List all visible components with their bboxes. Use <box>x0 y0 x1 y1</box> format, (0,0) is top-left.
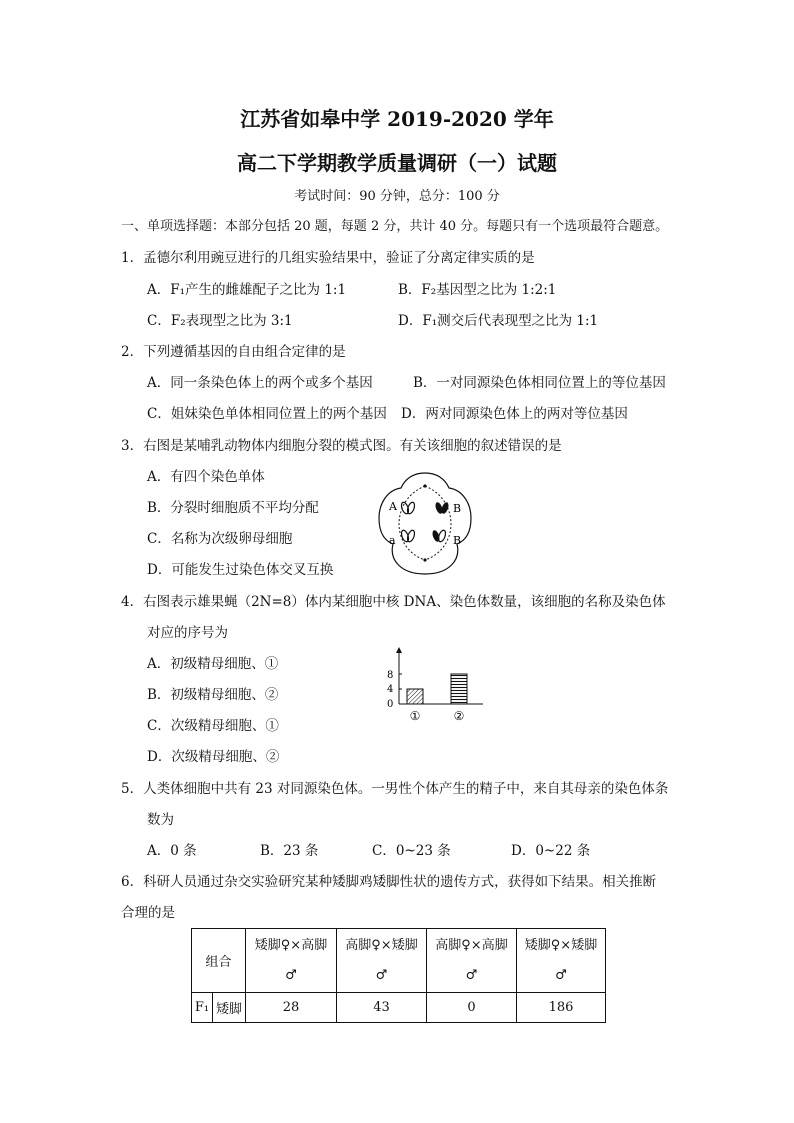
q2-option-b: B．一对同源染色体相同位置上的等位基因 <box>413 375 666 391</box>
q3-option-c: C．名称为次级卵母细胞 <box>147 531 293 547</box>
header-cross-1-line2: ♂ <box>285 967 297 983</box>
q4-option-b: B．初级精母细胞、② <box>147 687 279 703</box>
q1-option-b: B．F₂基因型之比为 1:2:1 <box>398 282 557 298</box>
y-tick-0: 0 <box>387 699 394 710</box>
cell-division-figure <box>375 468 475 580</box>
q2-option-d: D．两对同源染色体上的两对等位基因 <box>401 406 628 422</box>
cell-value-1: 28 <box>246 993 337 1023</box>
q2-stem: 2．下列遵循基因的自由组合定律的是 <box>121 344 346 360</box>
q3-option-b: B．分裂时细胞质不平均分配 <box>147 500 319 516</box>
cell-value-3: 0 <box>427 993 517 1023</box>
q6-stem-line1: 6．科研人员通过杂交实验研究某种矮脚鸡矮脚性状的遗传方式，获得如下结果。相关推断 <box>121 874 657 890</box>
q3-option-d: D．可能发生过染色体交叉互换 <box>147 562 334 578</box>
exam-title: 江苏省如皋中学 2019-2020 学年 <box>240 107 554 131</box>
header-cross-4 <box>517 929 606 993</box>
q2-option-a: A．同一条染色体上的两个或多个基因 <box>147 375 373 391</box>
y-tick-8: 8 <box>387 670 394 681</box>
x-label-1: ① <box>409 709 421 723</box>
q5-option-a: A．0 条 <box>147 843 197 859</box>
gene-label-bottom-right: B <box>453 534 462 547</box>
table-header-row <box>192 929 606 993</box>
cell-value-4: 186 <box>517 993 606 1023</box>
q6-stem-line2: 合理的是 <box>121 905 175 921</box>
row-phenotype: 矮脚 <box>213 993 246 1023</box>
q1-option-d: D．F₁测交后代表现型之比为 1:1 <box>398 313 599 329</box>
cross-results-table <box>191 928 606 1023</box>
header-cross-4-line1: 矮脚♀×矮脚 <box>524 937 598 953</box>
header-cross-3 <box>427 929 517 993</box>
chromosome-top-right <box>434 501 450 514</box>
gene-label-bottom-left: a <box>389 534 396 547</box>
q5-option-c: C．0~23 条 <box>372 843 451 859</box>
section-heading: 一、单项选择题：本部分包括 20 题，每题 2 分，共计 40 分。每题只有一个选项最符合题意。 <box>121 219 669 234</box>
header-combination: 组合 <box>192 929 246 993</box>
q4-option-a: A．初级精母细胞、① <box>147 656 279 672</box>
exam-subtitle: 高二下学期教学质量调研（一）试题 <box>237 151 557 175</box>
q5-option-b: B．23 条 <box>260 843 319 859</box>
exam-info: 考试时间：90 分钟，总分：100 分 <box>294 189 500 204</box>
header-cross-3-line1: 高脚♀×高脚 <box>435 937 508 953</box>
bar-1 <box>407 689 423 704</box>
q1-stem: 1．孟德尔利用豌豆进行的几组实验结果中，验证了分离定律实质的是 <box>121 250 535 266</box>
row-generation: F₁ <box>192 993 213 1023</box>
header-cross-1-line1: 矮脚♀×高脚 <box>254 937 328 953</box>
q4-stem-line2: 对应的序号为 <box>147 625 228 641</box>
gene-label-top-right: B <box>453 502 462 515</box>
header-cross-2-line2: ♂ <box>375 967 388 983</box>
header-cross-2 <box>337 929 427 993</box>
q3-option-a: A．有四个染色单体 <box>147 469 265 485</box>
centriole-top <box>423 484 426 487</box>
q1-option-c: C．F₂表现型之比为 3:1 <box>147 313 293 329</box>
gene-label-top-left: A <box>389 500 397 513</box>
header-cross-2-line1: 高脚♀×矮脚 <box>345 937 418 953</box>
header-cross-4-line2: ♂ <box>555 967 567 983</box>
cell-value-2: 43 <box>337 993 427 1023</box>
q3-stem: 3．右图是某哺乳动物体内细胞分裂的模式图。有关该细胞的叙述错误的是 <box>121 438 562 454</box>
chromosome-bottom-right <box>431 529 447 542</box>
q5-stem-line1: 5．人类体细胞中共有 23 对同源染色体。一男性个体产生的精子中，来自其母亲的染色体条 <box>121 781 669 797</box>
spindle-fibers <box>399 486 451 560</box>
q4-option-d: D．次级精母细胞、② <box>147 749 280 765</box>
q4-stem-line1: 4．右图表示雄果蝇（2N=8）体内某细胞中核 DNA、染色体数量，该细胞的名称及染色体 <box>121 594 666 610</box>
q4-bar-chart <box>383 644 493 724</box>
q5-option-d: D．0~22 条 <box>511 843 591 859</box>
q4-option-c: C．次级精母细胞、① <box>147 718 279 734</box>
y-axis-arrow <box>396 647 402 653</box>
header-cross-1 <box>246 929 337 993</box>
bar-2 <box>451 674 467 704</box>
x-label-2: ② <box>453 709 465 723</box>
y-tick-4: 4 <box>387 684 394 695</box>
header-cross-3-line2: ♂ <box>465 967 478 983</box>
q2-option-c: C．姐妹染色单体相同位置上的两个基因 <box>147 406 387 422</box>
q1-option-a: A．F₁产生的雌雄配子之比为 1:1 <box>147 282 347 298</box>
q5-stem-line2: 数为 <box>147 812 174 828</box>
centriole-bottom <box>423 558 426 561</box>
table-row <box>192 993 606 1023</box>
